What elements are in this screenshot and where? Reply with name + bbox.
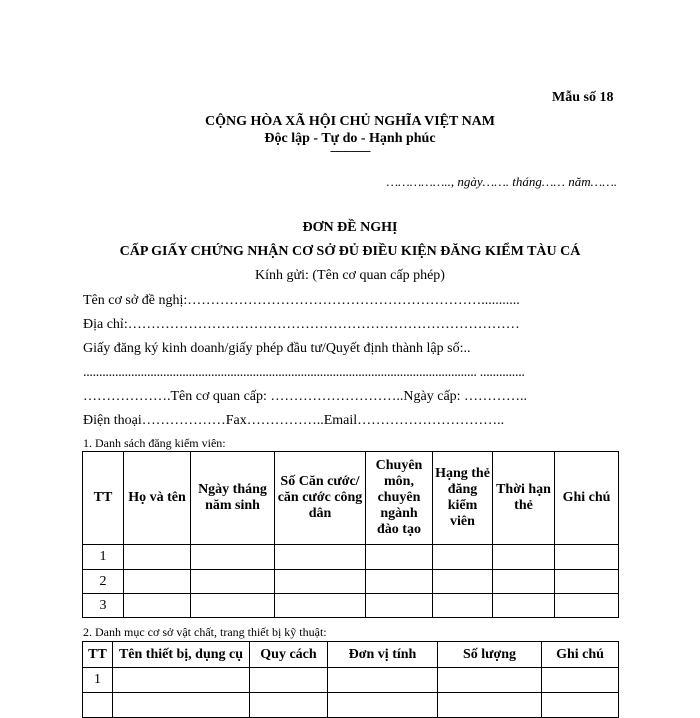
cell[interactable] (493, 570, 555, 594)
cell[interactable] (275, 594, 366, 618)
cell[interactable] (275, 545, 366, 570)
col-note: Ghi chú (555, 452, 619, 545)
col-unit: Đơn vị tính (328, 642, 438, 668)
table-row (83, 668, 619, 693)
cell[interactable] (366, 570, 433, 594)
cell[interactable] (542, 668, 619, 693)
license-field: Giấy đăng ký kinh doanh/giấy phép đầu tư/Quyết định thành lập số:.. (83, 341, 471, 356)
address-field: Địa chỉ:………………………………………………………………………… (83, 317, 520, 332)
title-line1: ĐƠN ĐỀ NGHỊ (302, 220, 398, 235)
col-tt: TT (83, 642, 113, 668)
cell[interactable] (124, 594, 191, 618)
cell[interactable] (113, 668, 250, 693)
col-spec: Quy cách (250, 642, 328, 668)
table-row (83, 545, 619, 570)
cell[interactable] (433, 570, 493, 594)
cell[interactable] (366, 594, 433, 618)
cell[interactable] (250, 668, 328, 693)
section1-heading: 1. Danh sách đăng kiểm viên: (83, 436, 226, 450)
cell[interactable] (250, 693, 328, 718)
row-number: 1 (83, 668, 113, 693)
cell[interactable] (493, 545, 555, 570)
col-equipment: Tên thiết bị, dụng cụ (113, 642, 250, 668)
col-tt: TT (83, 452, 124, 545)
cell[interactable] (124, 570, 191, 594)
form-number: Mẫu số 18 (552, 90, 614, 105)
inspector-table-header (83, 452, 619, 545)
col-term: Thời hạn thẻ (493, 452, 555, 545)
section2-heading: 2. Danh mục cơ sở vật chất, trang thiết bị kỹ thuật: (83, 625, 327, 639)
cell[interactable] (113, 693, 250, 718)
col-note: Ghi chú (542, 642, 619, 668)
cell[interactable] (366, 545, 433, 570)
equipment-table-header (83, 642, 619, 668)
equipment-table (82, 641, 619, 718)
cell[interactable] (275, 570, 366, 594)
cell[interactable] (124, 545, 191, 570)
cell[interactable] (191, 570, 275, 594)
row-number: 3 (83, 594, 124, 618)
cell[interactable] (191, 594, 275, 618)
cell[interactable] (555, 570, 619, 594)
col-birth: Ngày tháng năm sinh (191, 452, 275, 545)
cell[interactable] (555, 545, 619, 570)
table-row (83, 693, 619, 718)
republic-heading: CỘNG HÒA XÃ HỘI CHỦ NGHĨA VIỆT NAM (204, 114, 495, 129)
cell[interactable] (438, 668, 542, 693)
cell[interactable] (542, 693, 619, 718)
row-number: 1 (83, 545, 124, 570)
col-name: Họ và tên (124, 452, 191, 545)
cell[interactable] (191, 545, 275, 570)
cell[interactable] (555, 594, 619, 618)
col-major: Chuyên môn, chuyên ngành đào tạo (366, 452, 433, 545)
cell[interactable] (493, 594, 555, 618)
date-line: …………….., ngày……. tháng…… năm……. (386, 174, 617, 189)
col-rank: Hạng thẻ đăng kiểm viên (433, 452, 493, 545)
cell[interactable] (433, 594, 493, 618)
cell[interactable] (438, 693, 542, 718)
row-number (83, 693, 113, 718)
table-row (83, 570, 619, 594)
cell[interactable] (328, 668, 438, 693)
motto: Độc lập - Tự do - Hạnh phúc (264, 131, 436, 146)
recipient: Kính gửi: (Tên cơ quan cấp phép) (255, 268, 445, 283)
facility-name-field: Tên cơ sở đề nghị:………………………………………………………........... (83, 293, 520, 308)
col-id: Số Căn cước/ căn cước công dân (275, 452, 366, 545)
row-number: 2 (83, 570, 124, 594)
inspector-table (82, 451, 619, 618)
col-qty: Số lượng (438, 642, 542, 668)
table-row (83, 594, 619, 618)
dots-line: ........................................................................................................................... .............. (83, 365, 525, 380)
motto-rule: --------------- (330, 145, 370, 157)
cell[interactable] (328, 693, 438, 718)
contact-field: Điện thoại………………Fax……………..Email………………………….. (83, 413, 505, 428)
issuer-field: ……………….Tên cơ quan cấp: ………………………..Ngày cấp: ………….. (83, 389, 528, 404)
title-line2: CẤP GIẤY CHỨNG NHẬN CƠ SỞ ĐỦ ĐIỀU KIỆN ĐĂNG KIỂM TÀU CÁ (119, 244, 581, 259)
cell[interactable] (433, 545, 493, 570)
